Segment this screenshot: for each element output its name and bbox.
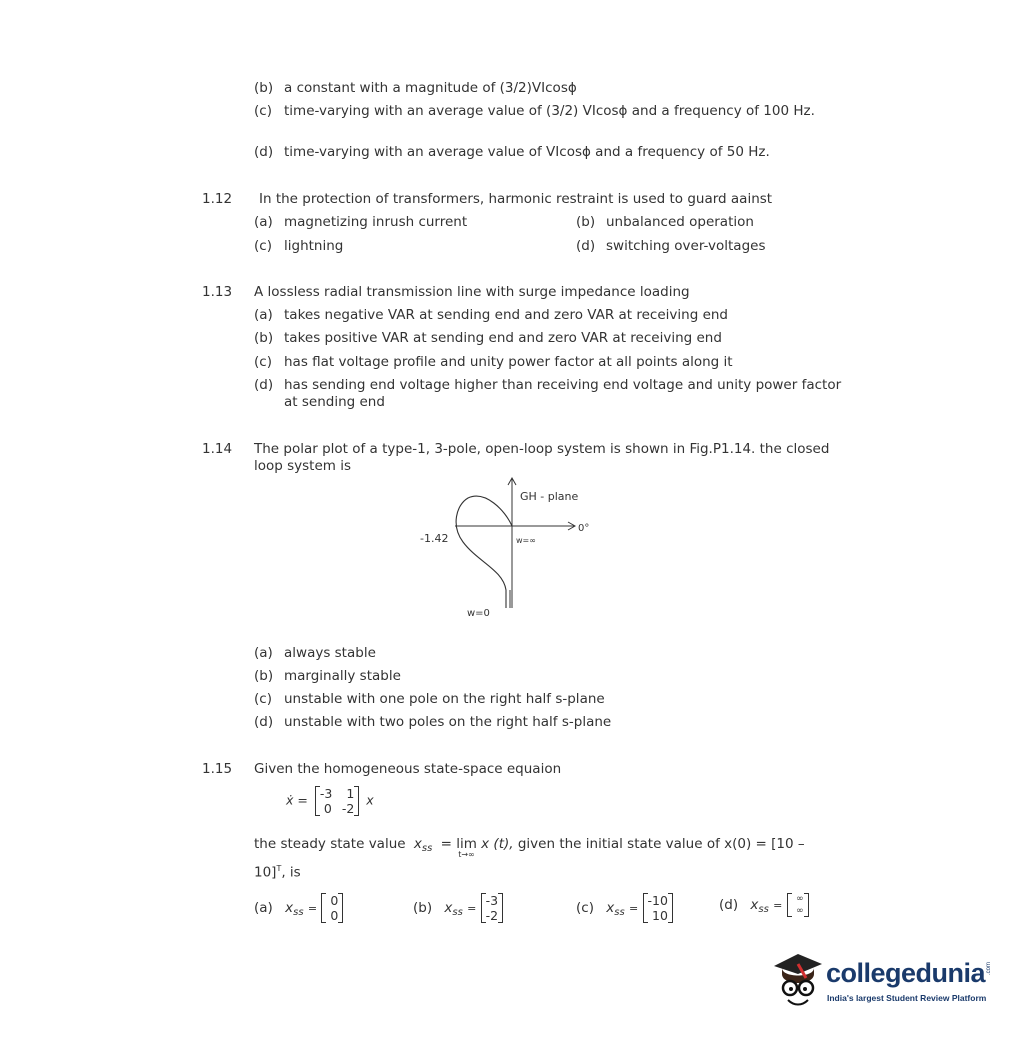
text: given the initial state value of x(0) = [10 – bbox=[517, 836, 805, 852]
option-text: lightning bbox=[284, 238, 344, 254]
question-stem: A lossless radial transmission line with surge impedance loading bbox=[254, 284, 690, 300]
equals-sign: = bbox=[773, 899, 783, 912]
xss-symbol: x bbox=[750, 897, 759, 913]
xss-symbol: x bbox=[606, 900, 615, 916]
question-number: 1.12 bbox=[202, 191, 233, 207]
option-label: (c) bbox=[254, 238, 272, 254]
q12-option-c bbox=[254, 238, 343, 254]
w-inf-label: w=∞ bbox=[516, 536, 536, 545]
vector-cell: 10 bbox=[652, 908, 668, 923]
question-number: 1.13 bbox=[202, 284, 233, 300]
text: , is bbox=[281, 864, 301, 881]
option-label: (c) bbox=[254, 691, 272, 707]
option-label: (d) bbox=[254, 144, 274, 160]
q14-option-d bbox=[254, 714, 611, 730]
question-number: 1.15 bbox=[202, 761, 233, 777]
option-label: (d) bbox=[719, 897, 739, 913]
mascot-icon bbox=[768, 944, 828, 1010]
equals-sign: = bbox=[307, 902, 318, 915]
option-text: unstable with one pole on the right half s-plane bbox=[284, 691, 605, 707]
matrix-cell: 0 bbox=[323, 801, 332, 816]
q14-option-b bbox=[254, 668, 401, 684]
option-text: magnetizing inrush current bbox=[284, 214, 468, 230]
xss-symbol: x bbox=[285, 900, 294, 916]
matrix-cell: -3 bbox=[319, 786, 333, 801]
q11-option-d bbox=[254, 144, 770, 160]
zero-deg-label: 0° bbox=[578, 523, 590, 534]
lim-text: lim bbox=[456, 836, 477, 852]
option-label: (a) bbox=[254, 307, 273, 323]
q13-option-a bbox=[254, 307, 728, 323]
xt-expression: x (t), bbox=[481, 836, 514, 852]
option-label: (b) bbox=[254, 330, 274, 346]
plane-label: GH - plane bbox=[520, 490, 579, 503]
option-text: takes positive VAR at sending end and zero VAR at receiving end bbox=[284, 330, 722, 346]
transpose-superscript: T bbox=[276, 864, 282, 873]
equation-lhs: ẋ = bbox=[286, 792, 308, 808]
brand-dotcom: .com bbox=[986, 962, 992, 976]
q12-option-d bbox=[576, 238, 766, 254]
q14-option-c bbox=[254, 691, 605, 707]
option-label: (c) bbox=[576, 900, 594, 916]
lim-subscript: t→∞ bbox=[458, 850, 475, 859]
q11-option-c bbox=[254, 103, 854, 120]
question-number: 1.14 bbox=[202, 441, 233, 457]
xss-symbol: x bbox=[413, 836, 422, 852]
option-text: a constant with a magnitude of (3/2)VIcosϕ bbox=[284, 80, 577, 96]
option-vector bbox=[321, 893, 343, 923]
option-label: (a) bbox=[254, 214, 273, 230]
ss-subscript: ss bbox=[421, 843, 433, 854]
q12-option-a bbox=[254, 214, 467, 230]
option-vector bbox=[643, 893, 673, 923]
option-label: (c) bbox=[254, 354, 272, 370]
q12-option-b bbox=[576, 214, 754, 230]
option-text: marginally stable bbox=[284, 668, 401, 684]
option-text: unstable with two poles on the right half s-plane bbox=[284, 714, 612, 730]
q14-option-a bbox=[254, 645, 376, 661]
polar-plot bbox=[400, 470, 620, 625]
option-text: always stable bbox=[284, 645, 376, 661]
equals-sign: = bbox=[467, 902, 477, 915]
equals-sign: = bbox=[440, 836, 452, 852]
option-vector bbox=[787, 893, 809, 917]
matrix-cell: -2 bbox=[341, 801, 355, 816]
ss-subscript: ss bbox=[452, 907, 463, 918]
limit-expression bbox=[456, 836, 477, 859]
option-label: (b) bbox=[576, 214, 596, 230]
brand-tagline: India's largest Student Review Platform bbox=[827, 993, 987, 1003]
option-label: (d) bbox=[254, 377, 274, 393]
option-text: takes negative VAR at sending end and zero VAR at receiving end bbox=[284, 307, 729, 323]
matrix-cell: 1 bbox=[346, 786, 355, 801]
equals-sign: = bbox=[628, 902, 639, 915]
xss-symbol: x bbox=[444, 900, 453, 916]
vector-cell: -2 bbox=[485, 908, 499, 923]
polar-curve bbox=[456, 496, 512, 608]
q15-option-c bbox=[576, 893, 673, 923]
vector-cell: ∞ bbox=[796, 906, 804, 916]
question-stem: Given the homogeneous state-space equaion bbox=[254, 761, 562, 777]
option-text: time-varying with an average value of (3/2) VIcosϕ and a frequency of 100 Hz. bbox=[284, 103, 815, 119]
ss-subscript: ss bbox=[758, 904, 769, 915]
q15-option-a bbox=[254, 893, 343, 923]
vector-cell: 0 bbox=[330, 908, 339, 923]
ss-subscript: ss bbox=[293, 907, 304, 918]
option-label: (b) bbox=[413, 900, 433, 916]
option-label: (b) bbox=[254, 80, 274, 96]
option-text: unbalanced operation bbox=[606, 214, 754, 230]
option-text: has flat voltage profile and unity power factor at all points along it bbox=[284, 354, 733, 370]
vector-cell: -10 bbox=[647, 893, 668, 908]
neg-point-label: -1.42 bbox=[420, 532, 449, 545]
question-stem: In the protection of transformers, harmonic restraint is used to guard aainst bbox=[259, 191, 773, 207]
option-label: (b) bbox=[254, 668, 274, 684]
collegedunia-logo[interactable] bbox=[768, 944, 998, 1024]
equation-rhs: x bbox=[366, 792, 374, 808]
initial-state-line bbox=[254, 864, 301, 881]
q13-option-b bbox=[254, 330, 722, 346]
vector-cell: -3 bbox=[485, 893, 499, 908]
option-text: time-varying with an average value of VIcosϕ and a frequency of 50 Hz. bbox=[284, 144, 770, 160]
option-label: (a) bbox=[254, 645, 273, 661]
question-stem: The polar plot of a type-1, 3-pole, open-loop system is shown in Fig.P1.14. the closed loop system is bbox=[254, 441, 830, 474]
q15-option-d bbox=[719, 893, 809, 917]
q11-option-b bbox=[254, 80, 577, 96]
q15-option-b bbox=[413, 893, 503, 923]
option-label: (a) bbox=[254, 900, 273, 916]
text: the steady state value bbox=[254, 836, 406, 852]
q13-option-d bbox=[254, 377, 854, 411]
option-text: has sending end voltage higher than receiving end voltage and unity power factor at sending end bbox=[284, 377, 842, 410]
vector-cell: ∞ bbox=[796, 894, 804, 904]
brand-name: collegedunia bbox=[826, 958, 986, 988]
option-label: (d) bbox=[254, 714, 274, 730]
option-label: (c) bbox=[254, 103, 272, 119]
state-equation bbox=[286, 786, 374, 816]
option-label: (d) bbox=[576, 238, 596, 254]
vector-cell: 0 bbox=[330, 893, 339, 908]
option-vector bbox=[481, 893, 503, 923]
system-matrix bbox=[315, 786, 359, 816]
w-zero-label: w=0 bbox=[467, 608, 490, 619]
option-text: switching over-voltages bbox=[606, 238, 766, 254]
text: 10] bbox=[254, 864, 277, 881]
ss-subscript: ss bbox=[614, 907, 625, 918]
q13-option-c bbox=[254, 354, 733, 370]
steady-state-line bbox=[254, 836, 805, 859]
